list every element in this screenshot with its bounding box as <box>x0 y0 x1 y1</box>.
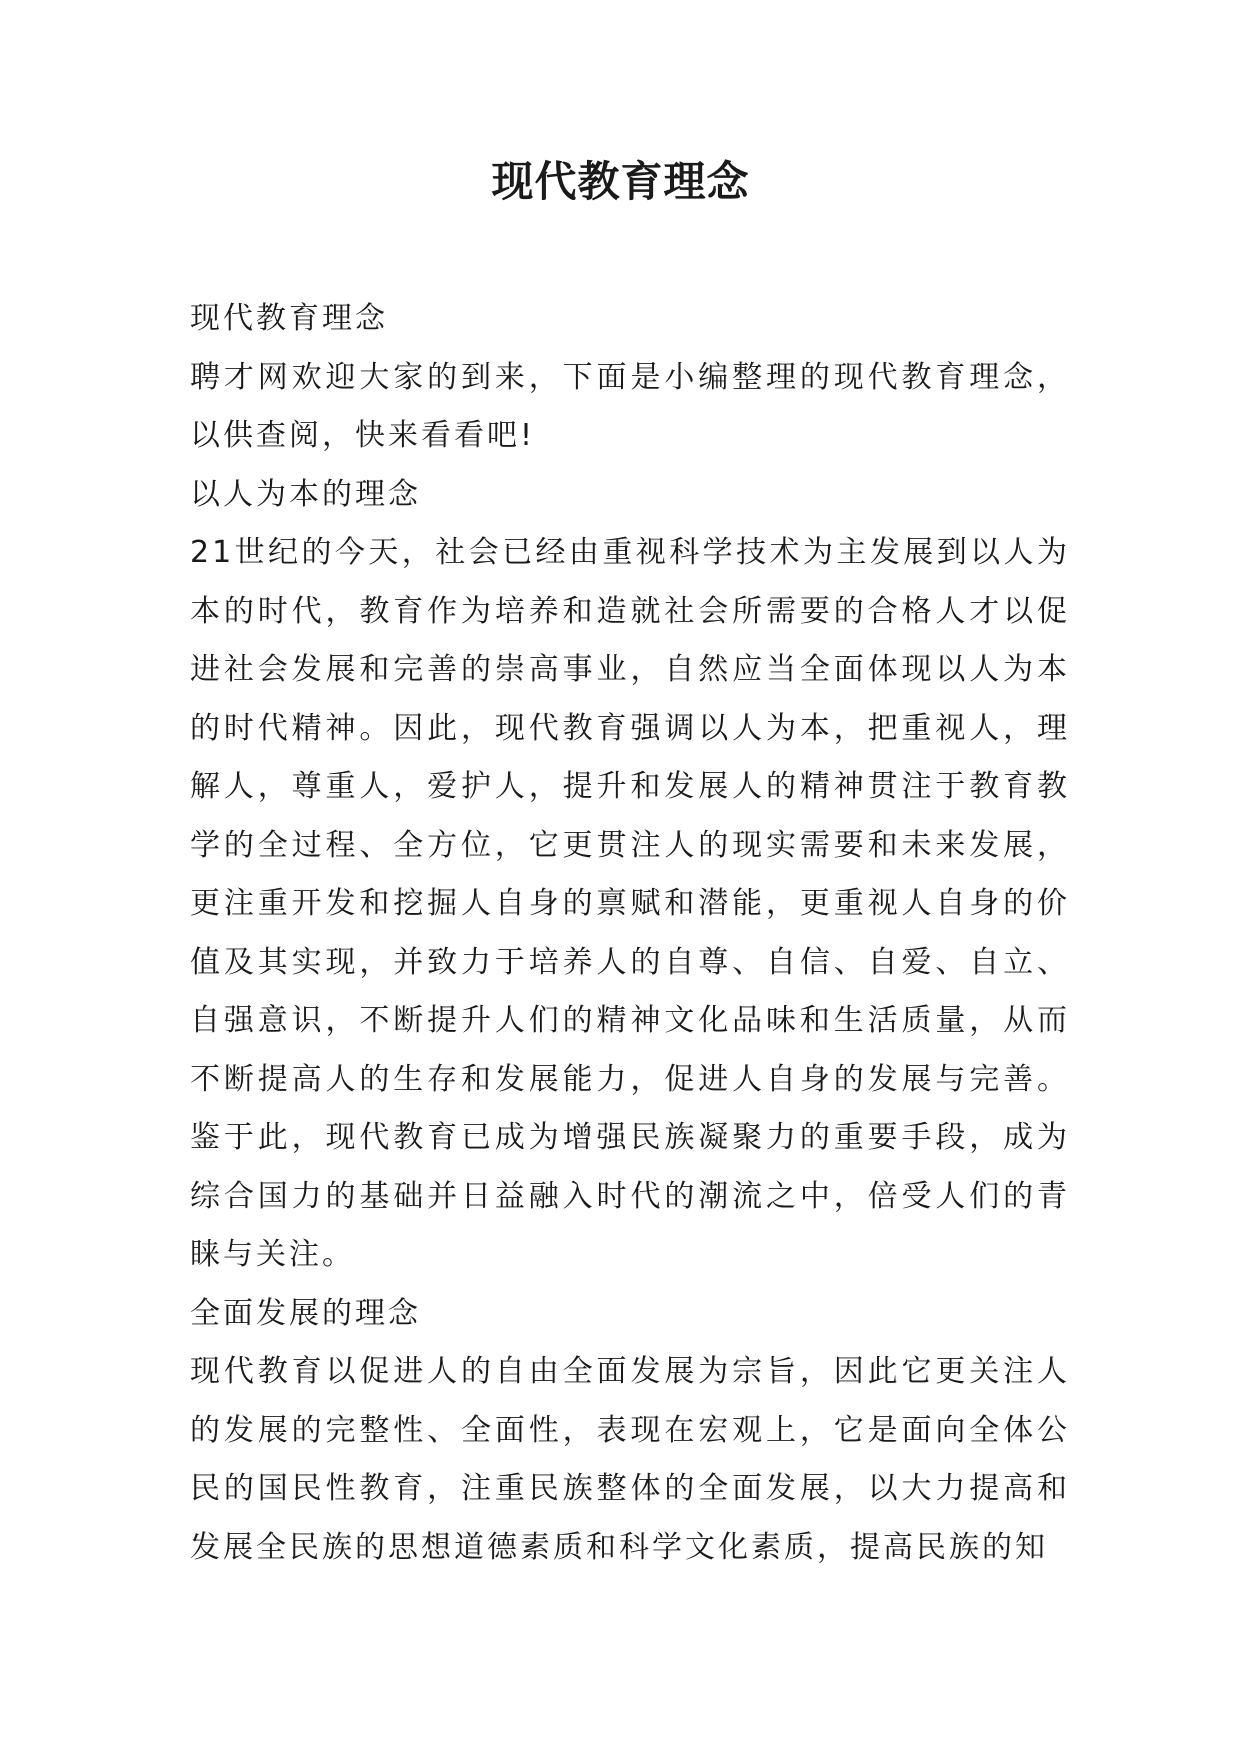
paragraph-intro: 聘才网欢迎大家的到来，下面是小编整理的现代教育理念，以供查阅，快来看看吧! <box>190 359 1070 453</box>
document-body <box>190 290 1070 1577</box>
paragraph-people-oriented: 21世纪的今天，社会已经由重视科学技术为主发展到以人为本的时代，教育作为培养和造就社会所需要的合格人才以促进社会发展和完善的崇高事业，自然应当全面体现以人为本的时代精神。因此，现代教育强调以人为本，把重视人，理解人，尊重人，爱护人，提升和发展人的精神贯注于教育教学的全过程、全方位，它更贯注人的现实需要和未来发展，更注重开发和挖掘人自身的禀赋和潜能，更重视人自身的价值及其实现，并致力于培养人的自尊、自信、自爱、自立、自强意识，不断提升人们的精神文化品味和生活质量，从而不断提高人的生存和发展能力，促进人自身的发展与完善。鉴于此，现代教育已成为增强民族凝聚力的重要手段，成为综合国力的基础并日益融入时代的潮流之中，倍受人们的青睐与关注。 <box>190 535 1070 1272</box>
document-title: 现代教育理念 <box>491 157 750 206</box>
paragraph-subtitle: 现代教育理念 <box>190 301 388 336</box>
section-heading-people-oriented: 以人为本的理念 <box>190 476 421 512</box>
section-heading-all-round-development: 全面发展的理念 <box>190 1295 421 1331</box>
paragraph-all-round-development: 现代教育以促进人的自由全面发展为宗旨，因此它更关注人的发展的完整性、全面性，表现在宏观上，它是面向全体公民的国民性教育，注重民族整体的全面发展，以大力提高和发展全民族的思想道德素质和科学文化素质，提高民族的知 <box>190 1354 1070 1565</box>
